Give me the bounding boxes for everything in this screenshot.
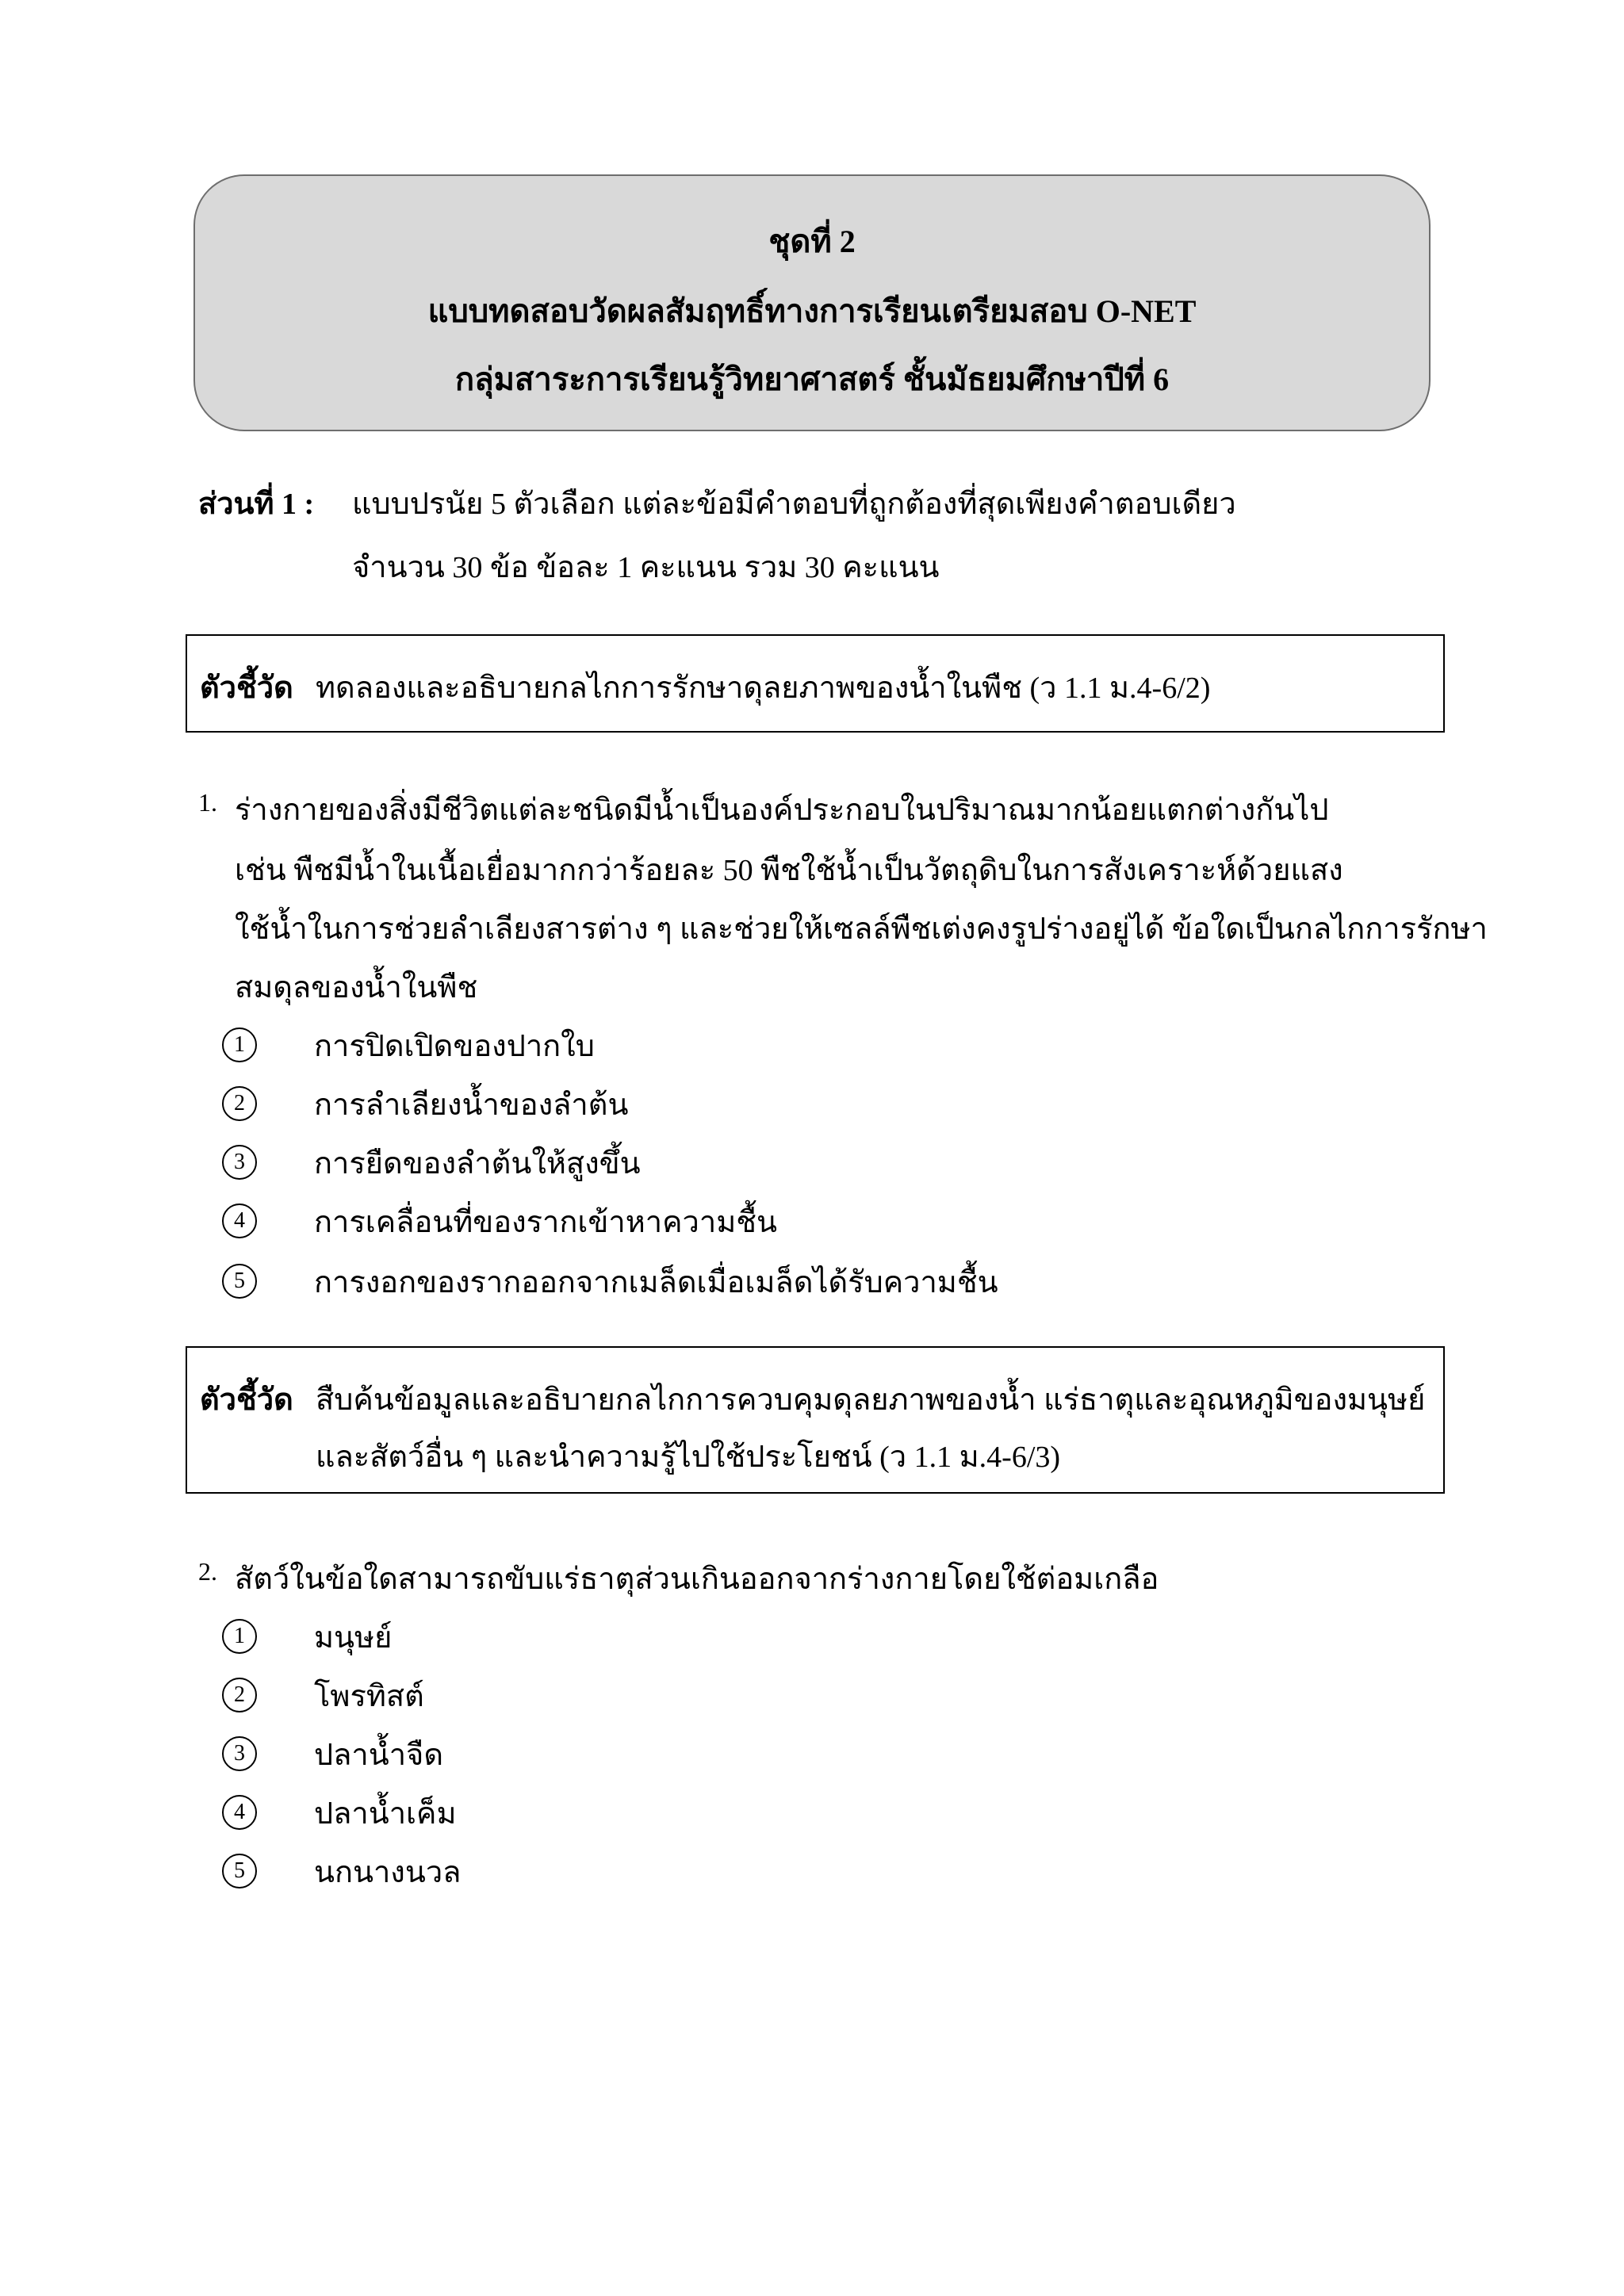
- question-text-line: เช่น พืชมีน้ำในเนื้อเยื่อมากกว่าร้อยละ 50 พืชใช้น้ำเป็นวัตถุดิบในการสังเคราะห์ด้วยแสง: [235, 854, 1343, 887]
- choice-number-circle[interactable]: 1: [222, 1619, 257, 1654]
- choice-text: การงอกของรากออกจากเมล็ดเมื่อเมล็ดได้รับความชื้น: [314, 1266, 998, 1299]
- section-line-1: แบบปรนัย 5 ตัวเลือก แต่ละข้อมีคำตอบที่ถูกต้องที่สุดเพียงคำตอบเดียว: [352, 488, 1236, 521]
- indicator-text: และสัตว์อื่น ๆ และนำความรู้ไปใช้ประโยชน์ (ว 1.1 ม.4-6/3): [316, 1441, 1061, 1474]
- choice-number-circle[interactable]: 1: [222, 1027, 257, 1062]
- question-text-line: สมดุลของน้ำในพืช: [235, 971, 478, 1004]
- choice-text: ปลาน้ำเค็ม: [314, 1797, 457, 1831]
- choice-text: การลำเลียงน้ำของลำต้น: [314, 1089, 629, 1122]
- subject-line: กลุ่มสาระการเรียนรู้วิทยาศาสตร์ ชั้นมัธยมศึกษาปีที่ 6: [454, 362, 1170, 397]
- choice-text: โพรทิสต์: [314, 1680, 424, 1713]
- choice-text: ปลาน้ำจืด: [314, 1739, 444, 1772]
- question-number: 2.: [198, 1557, 217, 1586]
- choice-number-circle[interactable]: 5: [222, 1264, 257, 1299]
- question-text-line: ร่างกายของสิ่งมีชีวิตแต่ละชนิดมีน้ำเป็นองค์ประกอบในปริมาณมากน้อยแตกต่างกันไป: [235, 794, 1329, 827]
- indicator-label: ตัวชี้วัด: [200, 1383, 293, 1417]
- indicator-label: ตัวชี้วัด: [200, 672, 293, 705]
- choice-text: การยืดของลำต้นให้สูงขึ้น: [314, 1147, 641, 1181]
- indicator-box-2: [186, 1346, 1445, 1494]
- indicator-box-1: [186, 634, 1445, 733]
- section-line-2: จำนวน 30 ข้อ ข้อละ 1 คะแนน รวม 30 คะแนน: [352, 551, 940, 584]
- indicator-text: สืบค้นข้อมูลและอธิบายกลไกการควบคุมดุลยภาพของน้ำ แร่ธาตุและอุณหภูมิของมนุษย์: [316, 1383, 1426, 1417]
- choice-number-circle[interactable]: 4: [222, 1203, 257, 1238]
- choice-number-circle[interactable]: 2: [222, 1678, 257, 1712]
- choice-number-circle[interactable]: 4: [222, 1795, 257, 1830]
- exam-title: แบบทดสอบวัดผลสัมฤทธิ์ทางการเรียนเตรียมสอบ O-NET: [427, 293, 1197, 329]
- indicator-text: ทดลองและอธิบายกลไกการรักษาดุลยภาพของน้ำในพืช (ว 1.1 ม.4-6/2): [316, 672, 1211, 705]
- choice-number-circle[interactable]: 3: [222, 1145, 257, 1180]
- choice-number-circle[interactable]: 2: [222, 1086, 257, 1121]
- header-box: [193, 174, 1431, 431]
- section-label: ส่วนที่ 1 :: [198, 488, 315, 521]
- choice-number-circle[interactable]: 3: [222, 1736, 257, 1771]
- choice-text: นกนางนวล: [314, 1856, 462, 1889]
- set-label: ชุดที่ 2: [768, 224, 856, 259]
- choice-text: การปิดเปิดของปากใบ: [314, 1030, 595, 1063]
- question-text-line: สัตว์ในข้อใดสามารถขับแร่ธาตุส่วนเกินออกจากร่างกายโดยใช้ต่อมเกลือ: [235, 1563, 1159, 1596]
- choice-text: การเคลื่อนที่ของรากเข้าหาความชื้น: [314, 1206, 778, 1239]
- choice-number-circle[interactable]: 5: [222, 1854, 257, 1888]
- question-number: 1.: [198, 788, 217, 817]
- choice-text: มนุษย์: [314, 1621, 393, 1655]
- question-text-line: ใช้น้ำในการช่วยลำเลียงสารต่าง ๆ และช่วยให้เซลล์พืชเต่งคงรูปร่างอยู่ได้ ข้อใดเป็นกลไกการรักษา: [235, 913, 1488, 946]
